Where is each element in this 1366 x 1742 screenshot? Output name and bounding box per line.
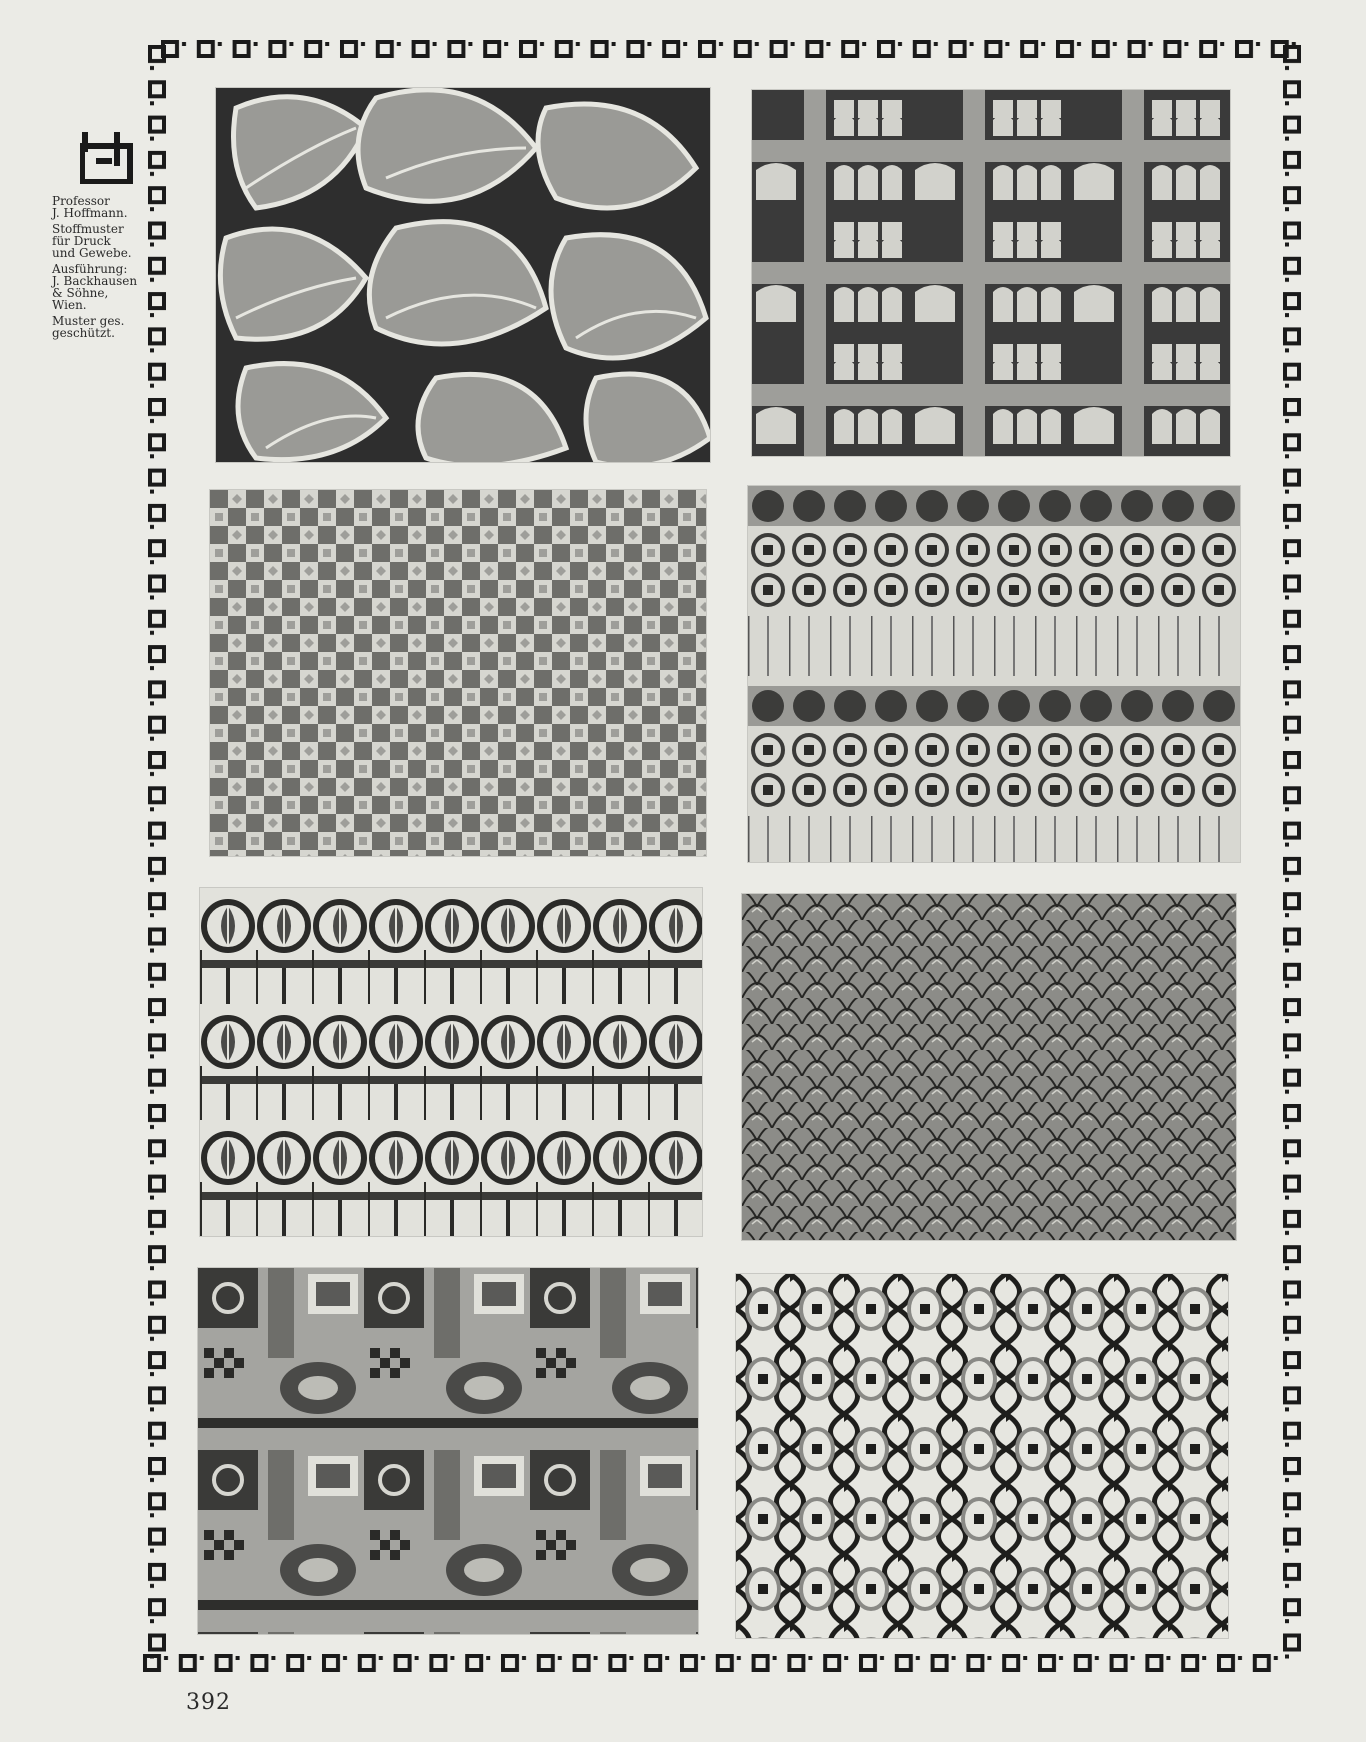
fabric-sample-lattice (752, 90, 1230, 456)
caption-line: für Druck (52, 234, 111, 248)
fabric-sample-geometric (198, 1268, 698, 1634)
caption-line: Stoffmuster (52, 222, 124, 236)
fabric-sample-ogee (736, 1274, 1228, 1638)
caption-description (52, 223, 162, 259)
caption-line: J. Backhausen (52, 274, 138, 288)
caption-execution (52, 263, 162, 311)
fabric-sample-leaf-medallions (200, 888, 702, 1236)
fabric-sample-scales (742, 894, 1236, 1240)
caption-line: geschützt. (52, 326, 115, 340)
caption-line: Ausführung: (52, 262, 128, 276)
fabric-sample-leaves (216, 88, 710, 462)
decorative-border-bottom (142, 1652, 1288, 1676)
caption-line: Professor (52, 194, 110, 208)
decorative-border-top (160, 38, 1306, 62)
caption-notice (52, 315, 162, 339)
caption-line: & Söhne, (52, 286, 109, 300)
page-number: 392 (186, 1690, 231, 1715)
caption-artist (52, 195, 162, 219)
caption-line: und Gewebe. (52, 246, 132, 260)
hoffmann-monogram (80, 132, 136, 184)
caption-line: Muster ges. (52, 314, 125, 328)
fabric-sample-checkerboard (210, 490, 706, 856)
decorative-border-right (1281, 44, 1305, 1668)
caption-line: Wien. (52, 298, 87, 312)
plate-caption (52, 195, 162, 343)
caption-line: J. Hoffmann. (52, 206, 128, 220)
fabric-sample-circles (748, 486, 1240, 862)
